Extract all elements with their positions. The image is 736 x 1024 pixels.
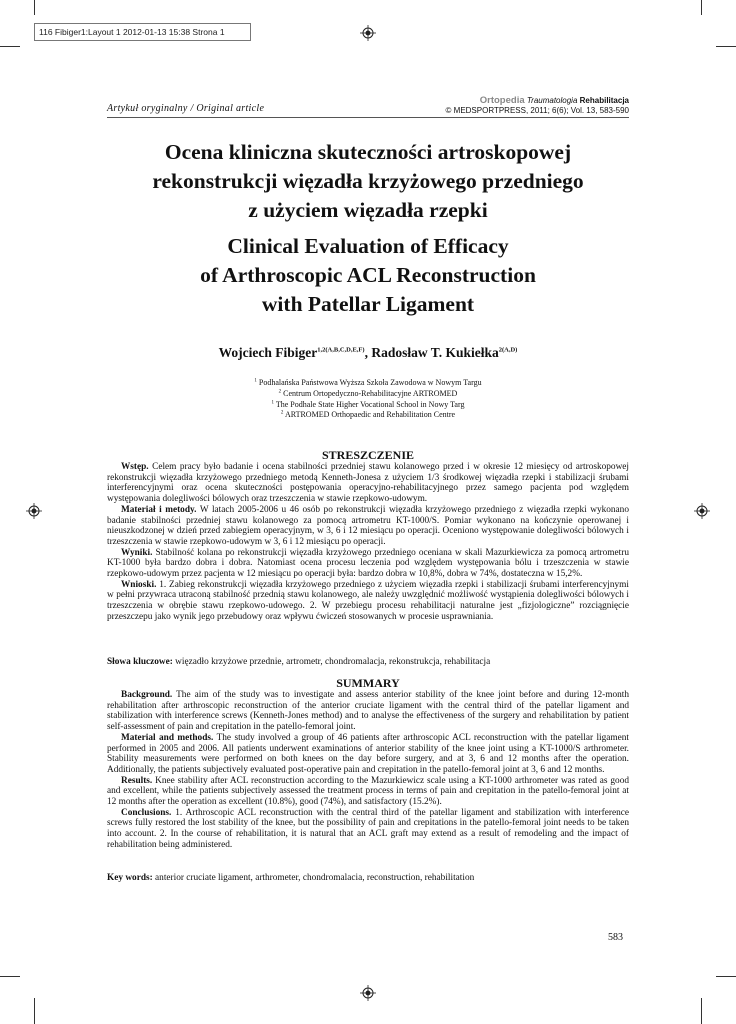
- journal-rehab: Rehabilitacja: [579, 96, 629, 105]
- paragraph-label: Material and methods.: [121, 732, 214, 743]
- paragraph-label: Conclusions.: [121, 807, 172, 818]
- affiliation-number: 2: [280, 410, 284, 416]
- abstract-paragraph: [107, 690, 629, 733]
- affiliation-number: 2: [278, 389, 282, 395]
- paragraph-text: 1. Arthroscopic ACL reconstruction with the central third of the patellar ligament and stabilization with interference screws fully restored the lost stability of the knee, but the possibility of pain and crepitations in the patello-femoral joint needs to be taken into account. 2. In the course of rehabilitation, it is natural that an ACL graft may extend as a result of remodeling and the impact of rehabilitation being administered.: [107, 807, 629, 850]
- title-english: [107, 232, 629, 319]
- article-type: Artykuł oryginalny / Original article: [107, 103, 265, 114]
- crop-mark: [701, 998, 702, 1024]
- paragraph-text: Knee stability after ACL reconstruction according to the Mazurkiewicz scale using a KT-1000 arthrometer was rated as good and excellent, while the patients subjectively assessed the treatment process in terms of pain and crepitation in the patello-femoral joint at 12 months after the operation as excellent (10.8%), good (74%), and satisfactory (15.2%).: [107, 775, 629, 808]
- crop-mark: [0, 46, 20, 47]
- keywords-text: więzadło krzyżowe przednie, artrometr, chondromalacja, rekonstrukcja, rehabilitacja: [172, 657, 491, 667]
- affiliation-number: 1: [271, 399, 275, 405]
- title-line: z użyciem więzadła rzepki: [248, 198, 488, 222]
- keywords-label: Key words:: [107, 873, 153, 883]
- crop-mark: [0, 976, 20, 977]
- author-contribution: 1,2(A,B,C,D,E,F): [317, 346, 365, 354]
- title-line: of Arthroscopic ACL Reconstruction: [200, 263, 536, 287]
- authors: [107, 345, 629, 361]
- paragraph-label: Materiał i metody.: [121, 504, 197, 515]
- paragraph-label: Results.: [121, 775, 153, 786]
- page-number: 583: [608, 932, 623, 943]
- keywords-english: [107, 873, 629, 884]
- crop-mark: [701, 0, 702, 15]
- printer-slug: 116 Fibiger1:Layout 1 2012-01-13 15:38 Strona 1: [34, 23, 251, 41]
- affiliation-text: The Podhale State Higher Vocational School in Nowy Targ: [274, 399, 465, 409]
- affiliation: [107, 410, 629, 421]
- crop-mark: [34, 0, 35, 15]
- title-line: with Patellar Ligament: [261, 292, 475, 316]
- abstract-english: [107, 690, 629, 851]
- paragraph-label: Background.: [121, 690, 173, 700]
- author-separator: ,: [364, 345, 372, 360]
- affiliation-text: Centrum Ortopedyczno-Rehabilitacyjne ARTROMED: [281, 388, 458, 398]
- abstract-paragraph: [107, 776, 629, 808]
- abstract-paragraph: [107, 808, 629, 851]
- journal-trauma: Traumatologia: [526, 96, 578, 105]
- registration-mark-icon: [360, 985, 376, 1001]
- section-heading: STRESZCZENIE: [321, 448, 415, 462]
- paragraph-text: Stabilność kolana po rekonstrukcji więzadła krzyżowego przedniego oceniana w skali Mazurkiewicza za pomocą artrometru KT-1000 była bardzo dobra i dobra. Natomiast ocena procesu leczenia pod względem występowania bólu i trzeszczenia w stawie rzepkowo-udowym przez pacjenta w 12 miesiącu po operacji była: bardzo dobra w 10,8%, dobra w 74%, dostateczna w 15,2%.: [107, 547, 629, 580]
- abstract-paragraph: [107, 733, 629, 776]
- paragraph-text: The aim of the study was to investigate and assess anterior stability of the knee joint before and during 12-month rehabilitation after arthroscopic reconstruction of the anterior cruciate ligament with the central third of the patellar ligament and stabilization with interference screws (Kenneth-Jones method) and to analyse the effectiveness of the surgery and rehabilitation by patient self-assessment of pain and crepitation in the patello-femoral joint.: [107, 690, 629, 733]
- author-name: Radosław T. Kukiełka: [371, 345, 499, 360]
- keywords-label: Słowa kluczowe:: [107, 657, 173, 667]
- abstract-polish: [107, 462, 629, 623]
- registration-mark-icon: [26, 503, 42, 519]
- affiliation-number: 1: [254, 378, 257, 384]
- paragraph-text: W latach 2005-2006 u 46 osób po rekonstrukcji więzadła krzyżowego przedniego z więzadła rzepki wykonano badanie stabilności przedniej stawu kolanowego za pomocą artrometru KT-1000/S. Pomiar wykonano na kończynie operowanej i nieuszkodzonej w dzień przed zabiegiem operacyjnym, w 3, 6 i 12 miesiącu po operacji. Oceniono występowanie dolegliwości bólowych i trzeszczenia w stawie rzepkowo-udowym w 3, 6 i 12 miesiącu po operacji.: [107, 504, 629, 547]
- journal-header: [446, 96, 629, 116]
- journal-brand: Ortopedia: [479, 95, 525, 106]
- crop-mark: [716, 976, 736, 977]
- paragraph-label: Wyniki.: [121, 547, 153, 558]
- affiliation: [107, 389, 629, 400]
- paragraph-label: Wstęp.: [121, 462, 149, 472]
- title-line: Ocena kliniczna skuteczności artroskopowej: [164, 140, 572, 164]
- abstract-paragraph: [107, 462, 629, 505]
- section-heading: SUMMARY: [336, 676, 400, 690]
- abstract-paragraph: [107, 580, 629, 623]
- title-line: rekonstrukcji więzadła krzyżowego przedniego: [152, 169, 584, 193]
- registration-mark-icon: [694, 503, 710, 519]
- crop-mark: [716, 46, 736, 47]
- keywords-text: anterior cruciate ligament, arthrometer, chondromalacia, reconstruction, rehabilitation: [152, 873, 475, 883]
- journal-copyright: © MEDSPORTPRESS, 2011; 6(6); Vol. 13, 583-590: [445, 106, 629, 115]
- keywords-polish: [107, 657, 629, 668]
- affiliation-text: Podhalańska Państwowa Wyższa Szkoła Zawodowa w Nowym Targu: [256, 378, 482, 387]
- affiliations: [107, 378, 629, 421]
- registration-mark-icon: [360, 25, 376, 41]
- abstract-paragraph: [107, 505, 629, 548]
- title-polish: [107, 138, 629, 225]
- abstract-paragraph: [107, 548, 629, 580]
- title-line: Clinical Evaluation of Efficacy: [227, 234, 509, 258]
- affiliation: [107, 400, 629, 411]
- author-contribution: 2(A,D): [498, 346, 518, 354]
- crop-mark: [34, 998, 35, 1024]
- paragraph-label: Wnioski.: [121, 579, 157, 590]
- header-rule: [107, 117, 629, 118]
- paragraph-text: Celem pracy było badanie i ocena stabilności przedniej stawu kolanowego przed i w okresie 12 miesięcy od artroskopowej rekonstrukcji więzadła krzyżowego przedniego metodą Kenneth-Jonesa z użyciem 1/3 środkowej więzadła rzepki i stabilizacji śrubami interferencyjnymi oraz ocena skuteczności postępowania operacyjno-rehabilitacyjnego przez samego pacjenta pod względem występowania dolegliwości bólowych oraz trzeszczenia w stawie rzepkowo-udowym.: [107, 462, 629, 505]
- affiliation-text: ARTROMED Orthopaedic and Rehabilitation Centre: [283, 410, 456, 420]
- author-name: Wojciech Fibiger: [218, 345, 318, 360]
- paragraph-text: The study involved a group of 46 patients after arthroscopic ACL reconstruction with the patellar ligament performed in 2005 and 2006. All patients underwent examinations of anterior stability of the knee joint using a KT-1000/S arthrometer. Stability measurements were performed on both knees on the day before surgery, and at 3, 6 and 12 months after the operation. Additionally, the patients subjectively evaluated post-operative pain and crepitation in the patello-femoral joint at 3, 6 and 12 months.: [107, 732, 630, 775]
- affiliation: [107, 378, 629, 389]
- paragraph-text: 1. Zabieg rekonstrukcji więzadła krzyżowego przedniego z użyciem więzadła rzepki i stabilizacji śrubami interferencyjnymi w pełni przywraca utraconą stabilność przednią stawu kolanowego, ale należy uwzględnić możliwość wystąpienia dolegliwości bólowych i trzeszczenia w obrębie stawu rzepkowo-udowego. 2. W przebiegu procesu rehabilitacji naturalne jest „fizjologiczne” rozciągnięcie przeszczepu jako wynik jego przebudowy oraz wpływu ćwiczeń stosowanych w procesie usprawniania.: [107, 579, 629, 622]
